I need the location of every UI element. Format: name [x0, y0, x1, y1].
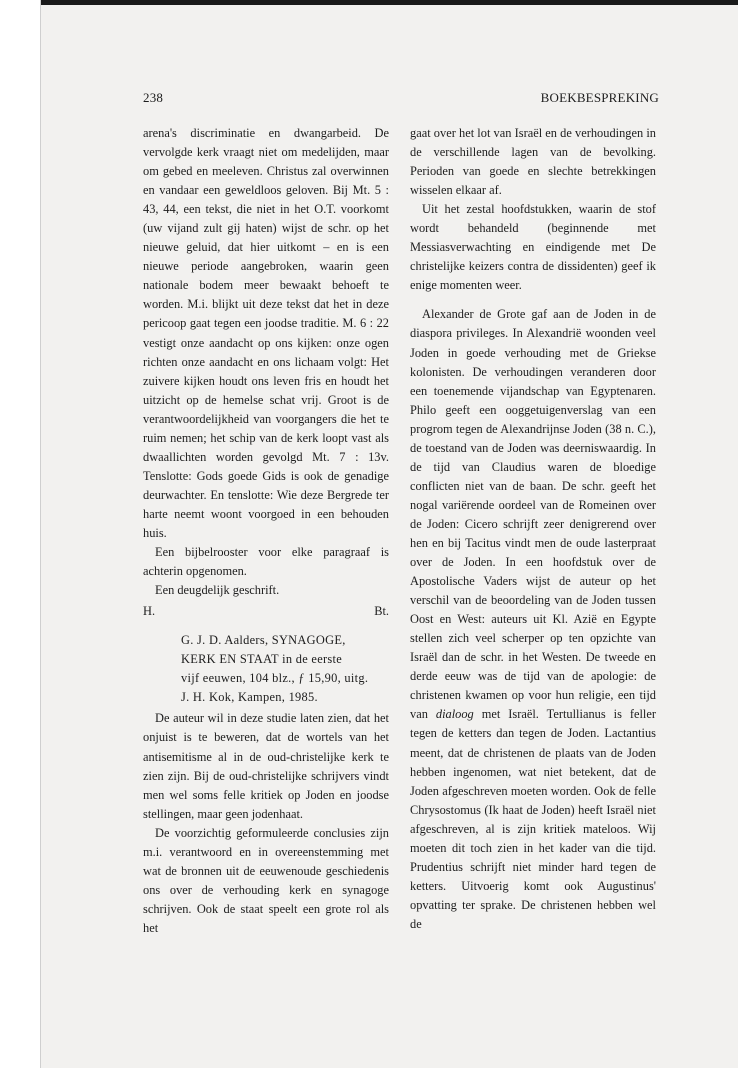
running-head [143, 90, 659, 108]
review-signature [143, 602, 389, 621]
right-paragraph-3 [410, 305, 656, 934]
book-ref-line-3: vijf eeuwen, 104 blz., ƒ 15,90, uitg. [181, 671, 369, 686]
page-number: 238 [143, 90, 164, 105]
signature-right: Bt. [374, 604, 389, 619]
left-paragraph-3: Een deugdelijk geschrift. [155, 583, 280, 598]
section-title: BOEKBESPREKING [540, 90, 659, 105]
right-paragraph-2: Uit het zestal hoofdstukken, waarin de stof wordt behandeld (beginnende met Messiasverwachting en eindigende met De christelijke keizers contra de dissidenten) geef ik enige momenten weer. [410, 202, 656, 293]
right-column [410, 124, 656, 934]
book-ref-line-1: G. J. D. Aalders, SYNAGOGE, [181, 633, 346, 648]
book-ref-line-4: J. H. Kok, Kampen, 1985. [181, 690, 318, 705]
signature-left: H. [143, 604, 156, 619]
left-paragraph-5: De voorzichtig geformuleerde conclusies zijn m.i. verantwoord en in overeenstemming met wat de bronnen uit de eeuwenoude geschiedenis ons over de verhouding kerk en synagoge schrijven. Ook de staat speelt een grote rol als het [143, 825, 389, 935]
right-paragraph-1: gaat over het lot van Israël en de verhoudingen in de verschillende lagen van de bevolking. Perioden van goede en slechte betrekkingen wisselen elkaar af. [410, 126, 656, 198]
left-paragraph-2: Een bijbelrooster voor elke paragraaf is achterin opgenomen. [143, 545, 389, 579]
italic-term-dialoog: dialoog [435, 707, 474, 722]
right-paragraph-3-rest: met Israël. Tertullianus is feller tegen de ketters dan tegen de Joden. Lactantius meent, dat de christenen de plaats van de Joden hebben ingenomen, wat niet betekent, dat de Joden afgeschreven moeten worden. Ook de felle Chrysostomus (Ik haat de Joden) heeft Israël niet afgeschreven, al is zijn kritiek mateloos. Wij moeten dit toch zien in het kader van die tijd. Prudentius schrijft niet minder hard tegen de ketters. Uitvoerig komt ook Augustinus' opvatting ter sprake. De christenen hebben wel de [410, 707, 656, 931]
left-paragraph-4: De auteur wil in deze studie laten zien, dat het onjuist is te beweren, dat de wortels van het antisemitisme al in de oud-christelijke kerk te zien zijn. Bij de oud-christelijke schrijvers vindt men wel soms felle kritiek op Joden en joodse stellingen, maar geen jodenhaat. [143, 711, 389, 821]
book-reference [181, 631, 389, 707]
right-paragraph-3-text: Alexander de Grote gaf aan de Joden in de diaspora privileges. In Alexandrië woonden veel Joden in goede verhouding met de Griekse kolonisten. De verhoudingen veranderen door een toenemende vijandschap van Egyptenaren. Philo geeft een ooggetuigenverslag van een progrom tegen de Alexandrijnse Joden (38 n. C.), de toestand van de Joden was deerniswaardig. In de tijd van Claudius waren de bloedige conflicten niet van de baan. De schr. geeft het nogal variërende oordeel van de Romeinen over de Joden: Cicero schrijft zeer denigrerend over hen en bij Tacitus vindt men de oude lasterpraat over de Joden. In een hoofdstuk over de Apostolische Vaders wijst de auteur op het verschil van de beoordeling van de Joden tussen Oost en West: auteurs uit Kl. Azië en Egypte stellen zich veel scherper op ten opzichte van Israël dan de schr. in het Westen. De tweede en derde eeuw was de tijd van de apologie: de christenen kwamen op voor hun religie, een tijd van [410, 307, 656, 722]
book-ref-line-2: KERK EN STAAT in de eerste [181, 652, 343, 667]
left-paragraph-1: arena's discriminatie en dwangarbeid. De vervolgde kerk vraagt niet om medelijden, maar om gebed en meeleven. Christus zal overwinnen en vandaar een geweldloos geloven. Bij Mt. 5 : 43, 44, een tekst, die niet in het O.T. voorkomt (uw vijand zult gij haten) wijst de schr. op het nieuwe geluid, dat hier uitkomt – en is een nieuwe periode aangebroken, waarin geen nationale bodem meer bewaakt behoeft te worden. M.i. blijkt uit deze tekst dat het in deze pericoop gaat tegen een joodse traditie. M. 6 : 22 vestigt onze aandacht op ons kijken: onze ogen richten onze aandacht en ons lichaam volgt: Het zuivere kijken houdt ons leven fris en houdt het uitzicht op de hemelse schat vrij. Groot is de verantwoordelijkheid van voorgangers die het te ruim nemen; het schip van de kerk loopt vast als dwaallichten worden gevolgd Mt. 7 : 13v. Tenslotte: Gods goede Gids is ook de genadige deurwachter. En tenslotte: Wie deze Bergrede ter harte neemt woont voorgoed in een behouden huis. [143, 126, 389, 540]
left-column [143, 124, 389, 938]
